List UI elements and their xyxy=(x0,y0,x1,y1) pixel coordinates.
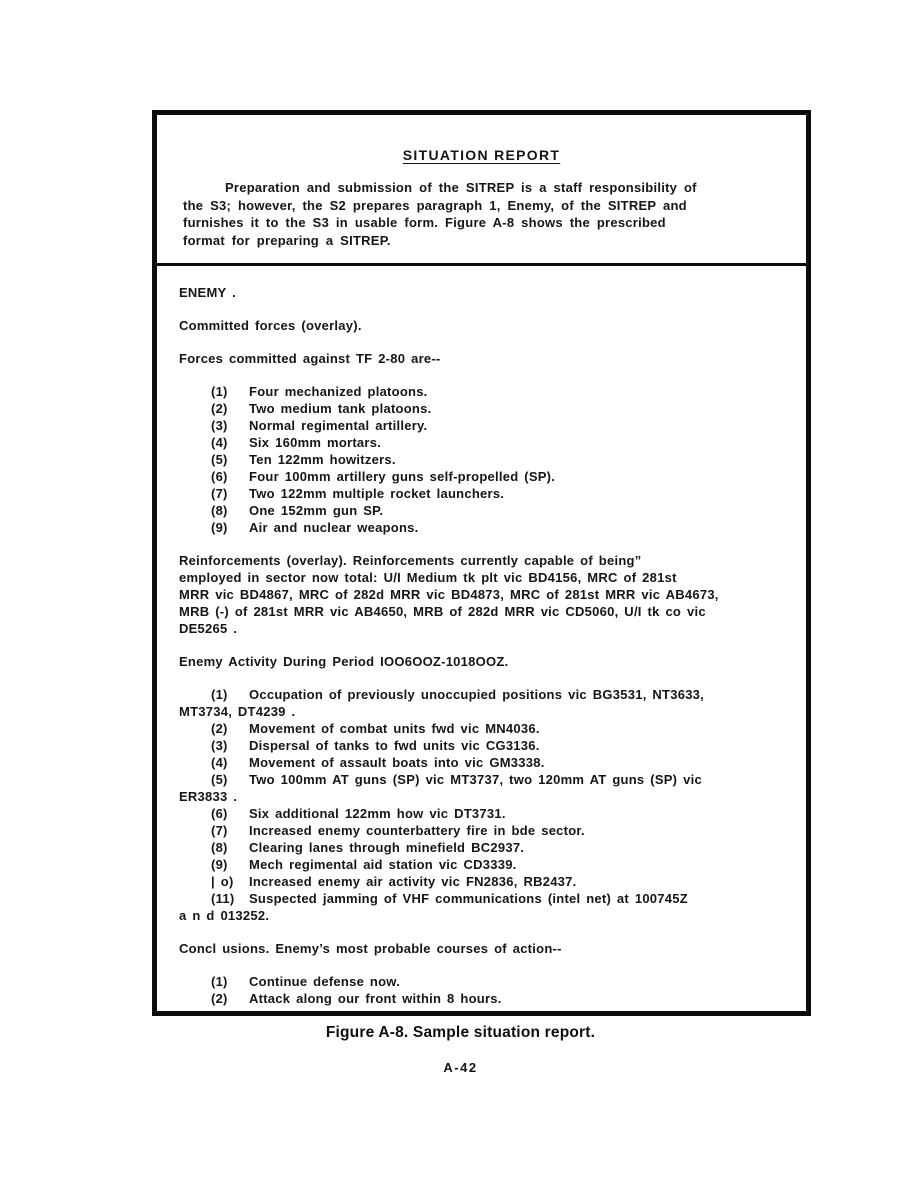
continuation-line: a n d 013252. xyxy=(179,908,270,923)
item-number: (1) xyxy=(211,384,228,399)
activity-heading: Enemy Activity During Period IOO6OOZ-1018OOZ. xyxy=(179,654,509,669)
list-item xyxy=(179,720,792,737)
forces-list xyxy=(179,383,792,536)
text-line: furnishes it to the S3 in usable form. Figure A-8 shows the prescribed xyxy=(183,215,666,230)
intro-paragraph xyxy=(183,179,780,249)
item-text: Four mechanized platoons. xyxy=(249,384,428,399)
item-text: Six additional 122mm how vic DT3731. xyxy=(249,806,506,821)
item-text: Attack along our front within 8 hours. xyxy=(249,991,502,1006)
enemy-heading: ENEMY . xyxy=(179,285,236,300)
list-item xyxy=(179,451,792,468)
item-number: (2) xyxy=(211,721,228,736)
list-item xyxy=(179,754,792,771)
item-number: (8) xyxy=(211,503,228,518)
item-text: Air and nuclear weapons. xyxy=(249,520,419,535)
continuation-line: ER3833 . xyxy=(179,789,238,804)
text-line: employed in sector now total: U/I Medium tk plt vic BD4156, MRC of 281st xyxy=(179,570,677,585)
item-text: Normal regimental artillery. xyxy=(249,418,428,433)
list-item xyxy=(179,400,792,417)
list-item xyxy=(179,485,792,502)
activity-list xyxy=(179,686,792,924)
report-body xyxy=(157,266,806,1007)
item-text: One 152mm gun SP. xyxy=(249,503,384,518)
committed-forces-line: Committed forces (overlay). xyxy=(179,318,362,333)
item-text: Occupation of previously unoccupied positions vic BG3531, NT3633, xyxy=(249,687,705,702)
page-number: A-42 xyxy=(443,1060,478,1075)
item-number: (11) xyxy=(211,891,235,906)
forces-intro-line: Forces committed against TF 2-80 are-- xyxy=(179,351,441,366)
list-item xyxy=(179,873,792,890)
list-item xyxy=(179,383,792,400)
list-item xyxy=(179,805,792,822)
item-text: Movement of combat units fwd vic MN4036. xyxy=(249,721,540,736)
list-item xyxy=(179,468,792,485)
text-line: DE5265 . xyxy=(179,621,238,636)
item-text: Continue defense now. xyxy=(249,974,401,989)
list-item xyxy=(179,686,792,703)
item-text: Increased enemy air activity vic FN2836, RB2437. xyxy=(249,874,577,889)
item-number: (2) xyxy=(211,991,228,1006)
reinforcements-paragraph xyxy=(179,552,792,637)
item-text: Four 100mm artillery guns self-propelled (SP). xyxy=(249,469,556,484)
item-number: (4) xyxy=(211,435,228,450)
figure-caption: Figure A-8. Sample situation report. xyxy=(325,1024,596,1041)
item-text: Movement of assault boats into vic GM3338. xyxy=(249,755,545,770)
text-line: Reinforcements (overlay). Reinforcements currently capable of being” xyxy=(179,553,642,568)
text-line: Preparation and submission of the SITREP is a staff responsibility of xyxy=(225,180,697,195)
item-number: (5) xyxy=(211,772,228,787)
conclusions-list xyxy=(179,973,792,1007)
item-text: Ten 122mm howitzers. xyxy=(249,452,396,467)
list-item xyxy=(179,856,792,873)
item-number: (2) xyxy=(211,401,228,416)
text-line: format for preparing a SITREP. xyxy=(183,232,391,248)
item-number: (8) xyxy=(211,840,228,855)
item-text: Two 100mm AT guns (SP) vic MT3737, two 120mm AT guns (SP) vic xyxy=(249,772,702,787)
list-item xyxy=(179,771,792,788)
item-number: (6) xyxy=(211,469,228,484)
list-item xyxy=(179,434,792,451)
item-text: Clearing lanes through minefield BC2937. xyxy=(249,840,525,855)
item-text: Suspected jamming of VHF communications (intel net) at 100745Z xyxy=(249,891,688,906)
item-number: (4) xyxy=(211,755,228,770)
item-number: (9) xyxy=(211,520,228,535)
conclusions-line: Concl usions. Enemy’s most probable courses of action-- xyxy=(179,941,562,956)
list-item xyxy=(179,519,792,536)
list-item xyxy=(179,737,792,754)
item-number: | o) xyxy=(211,874,234,889)
list-item xyxy=(179,990,792,1007)
item-number: (7) xyxy=(211,486,228,501)
sitrep-figure-box xyxy=(152,110,811,1016)
text-line: MRR vic BD4867, MRC of 282d MRR vic BD4873, MRC of 281st MRR vic AB4673, xyxy=(179,587,719,602)
text-line: MRB (-) of 281st MRR vic AB4650, MRB of 282d MRR vic CD5060, U/I tk co vic xyxy=(179,604,706,619)
item-number: (3) xyxy=(211,738,228,753)
item-number: (6) xyxy=(211,806,228,821)
item-text: Dispersal of tanks to fwd units vic CG3136. xyxy=(249,738,540,753)
continuation-line: MT3734, DT4239 . xyxy=(179,704,296,719)
list-item xyxy=(179,502,792,519)
figure-header xyxy=(157,115,806,249)
item-number: (1) xyxy=(211,974,228,989)
item-text: Increased enemy counterbattery fire in bde sector. xyxy=(249,823,585,838)
item-number: (5) xyxy=(211,452,228,467)
list-item xyxy=(179,890,792,907)
item-number: (1) xyxy=(211,687,228,702)
item-number: (7) xyxy=(211,823,228,838)
list-item xyxy=(179,822,792,839)
item-text: Two 122mm multiple rocket launchers. xyxy=(249,486,505,501)
item-text: Six 160mm mortars. xyxy=(249,435,382,450)
report-title: SITUATION REPORT xyxy=(402,147,561,163)
item-number: (3) xyxy=(211,418,228,433)
list-item xyxy=(179,417,792,434)
item-text: Two medium tank platoons. xyxy=(249,401,432,416)
list-item xyxy=(179,839,792,856)
item-number: (9) xyxy=(211,857,228,872)
text-line: the S3; however, the S2 prepares paragraph 1, Enemy, of the SITREP and xyxy=(183,197,687,213)
item-text: Mech regimental aid station vic CD3339. xyxy=(249,857,517,872)
list-item xyxy=(179,973,792,990)
